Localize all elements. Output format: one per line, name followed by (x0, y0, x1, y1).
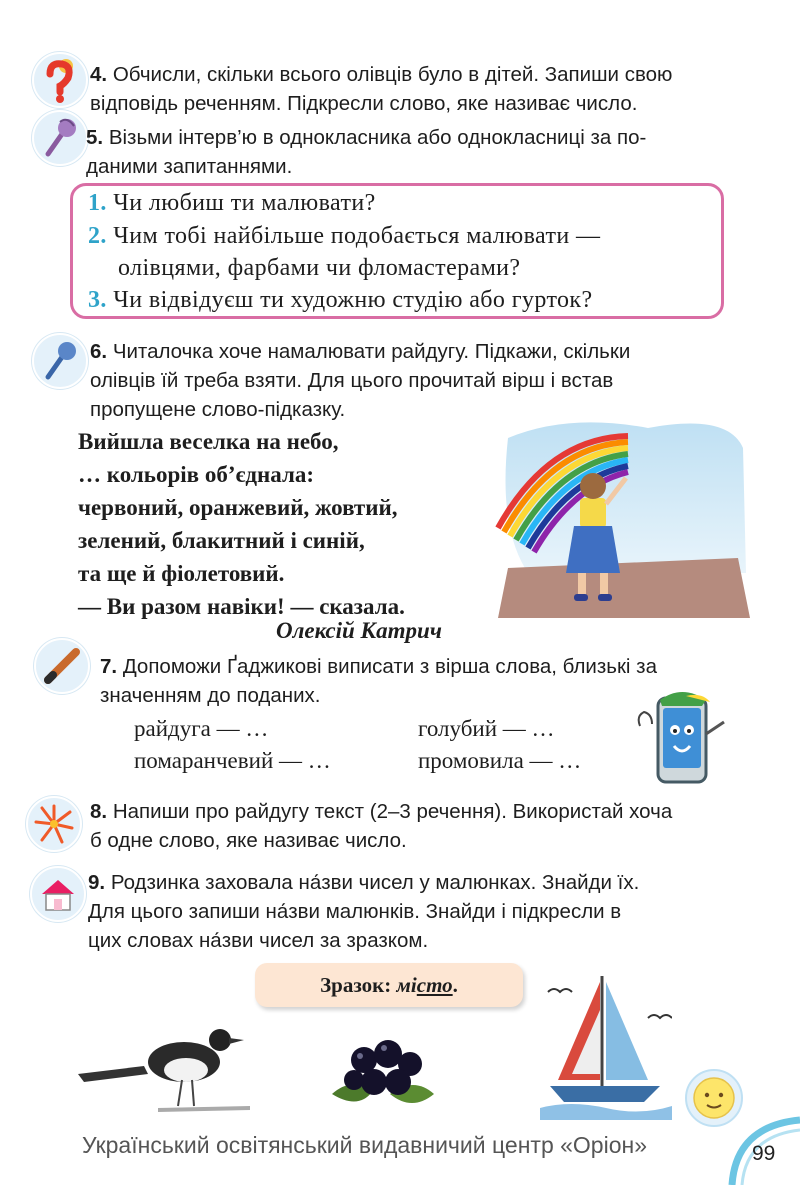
pencil-icon (34, 638, 90, 694)
poem-line: — Ви разом навіки! — сказала. (78, 594, 405, 619)
magpie-image (74, 1016, 250, 1120)
task-number: 9. (88, 871, 106, 894)
task-number: 7. (100, 655, 118, 678)
question-2 (88, 220, 600, 253)
question-text: Чим тобі найбільше подобається малювати — (113, 223, 601, 249)
house-icon (30, 866, 86, 922)
microphone-icon (32, 333, 88, 389)
task-text: Для цього запиши на́зви малюнків. Знайди і підкресли в (88, 900, 622, 923)
task-text: відповідь реченням. Підкресли слово, яке називає число. (90, 92, 638, 115)
question-text: олівцями, фарбами чи фломастерами? (118, 255, 521, 281)
task-text: Читалочка хоче намалювати райдугу. Підкажи, скільки (112, 340, 631, 363)
task-4 (90, 60, 738, 118)
poem-line: та ще й фіолетовий. (78, 561, 285, 586)
poem-line: зелений, блакитний і синій, (78, 528, 365, 553)
task-9 (88, 868, 740, 955)
poem-line: … кольорів об’єднала: (78, 462, 315, 487)
sample-word-underlined: сто (416, 972, 453, 997)
phone-mascot-icon (632, 686, 732, 788)
poem-line: червоний, оранжевий, жовтий, (78, 495, 398, 520)
poem-author: Олексій Катрич (276, 618, 442, 643)
task-number: 6. (90, 340, 108, 363)
task-text: пропущене слово-підказку. (90, 398, 346, 421)
task-text: Родзинка заховала на́зви чисел у малюнках. Знайди їх. (110, 871, 640, 894)
task-5 (86, 123, 738, 181)
word-item: райдуга — … (134, 716, 269, 741)
question-3 (88, 284, 593, 317)
blackcurrant-image (328, 1020, 438, 1120)
question-icon (32, 52, 88, 108)
task-text: Візьми інтерв’ю в однокласника або однокласниці за по- (108, 126, 647, 149)
sample-word-prefix: мі (396, 972, 417, 997)
poem-line: Вийшла веселка на небо, (78, 429, 339, 454)
word-item: голубий — … (418, 716, 555, 741)
question-text: Чи відвідуєш ти художню студію або гурток? (113, 287, 593, 313)
task-text: олівців їй треба взяти. Для цього прочитай вірш і встав (90, 369, 614, 392)
task-text: даними запитаннями. (86, 155, 293, 178)
task-text: цих словах на́зви чисел за зразком. (88, 929, 429, 952)
sample-box (255, 963, 523, 1007)
rainbow-illustration (488, 408, 750, 623)
publisher-footer: Український освітянський видавничий центр «Оріон» (82, 1132, 647, 1158)
task-text: Напиши про райдугу текст (2–3 речення). Використай хоча (112, 800, 673, 823)
question-2-cont (118, 252, 520, 285)
sample-label: Зразок: (320, 972, 392, 997)
question-number: 3. (88, 287, 107, 313)
question-number: 1. (88, 190, 107, 216)
task-number: 4. (90, 63, 108, 86)
task-text: значенням до поданих. (100, 684, 321, 707)
task-text: Обчисли, скільки всього олівців було в дітей. Запиши свою (112, 63, 673, 86)
word-item: промовила — … (418, 748, 582, 773)
task-number: 5. (86, 126, 104, 149)
sailboat-image (540, 970, 672, 1120)
question-text: Чи любиш ти малювати? (113, 190, 376, 216)
question-number: 2. (88, 223, 107, 249)
task-text: б одне слово, яке називає число. (90, 829, 407, 852)
question-1 (88, 187, 376, 220)
task-8 (90, 797, 740, 855)
word-item: помаранчевий — … (134, 748, 331, 773)
fireworks-icon (26, 796, 82, 852)
task-text: Допоможи Ґаджикові виписати з вірша слова, близькі за (122, 655, 657, 678)
task-number: 8. (90, 800, 108, 823)
page-number: 99 (752, 1142, 776, 1165)
poem (78, 425, 405, 623)
microphone-icon (32, 110, 88, 166)
sample-word-suffix: . (452, 972, 458, 997)
